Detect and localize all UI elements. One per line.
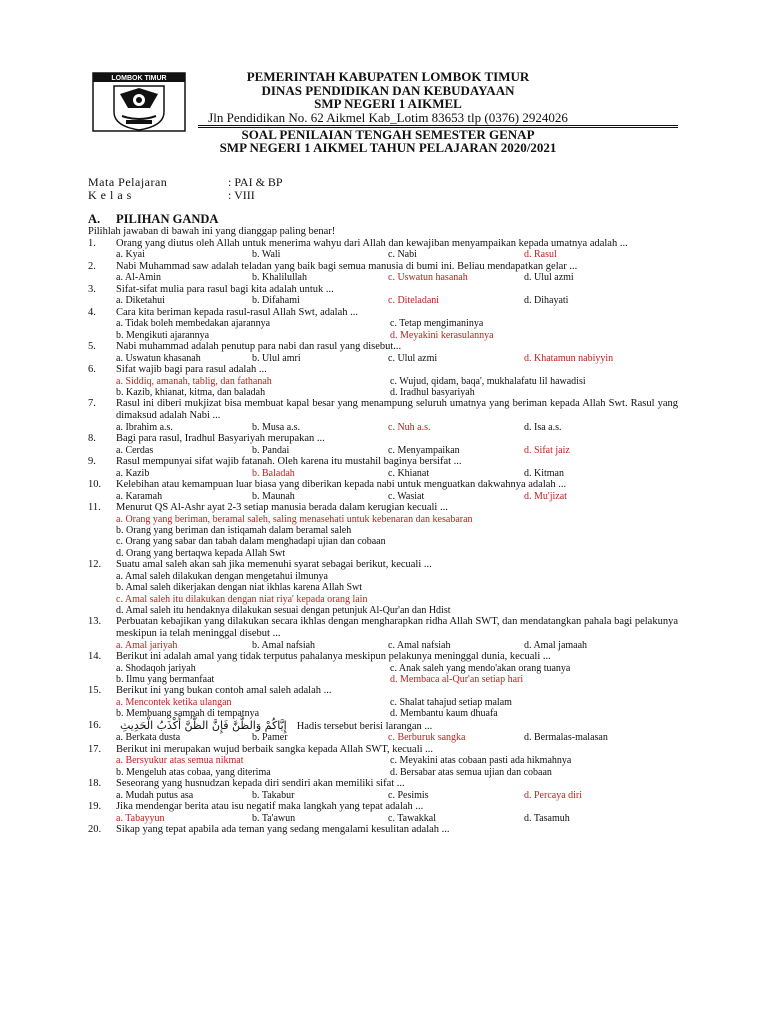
- q-number: 7.: [88, 398, 96, 410]
- option-answer: a. Tabayyun: [116, 812, 165, 824]
- q-number: 16.: [88, 719, 102, 731]
- option: c. Wujud, qidam, baqa', mukhalafatu lil hawadisi: [390, 375, 586, 387]
- q-text: Bagi para rasul, Iradhul Basyariyah merupakan ...: [116, 433, 325, 444]
- logo-text: LOMBOK TIMUR: [111, 75, 167, 83]
- option: a. Karamah: [116, 490, 163, 502]
- option-answer: c. Diteladani: [388, 295, 440, 307]
- question-10: [88, 479, 678, 491]
- q-number: 4.: [88, 306, 96, 318]
- question-11: [88, 502, 678, 514]
- option: b. Ta'awun: [252, 812, 296, 824]
- q-number: 9.: [88, 456, 96, 467]
- option: a. Diketahui: [116, 295, 165, 307]
- option: c. Amal nafsiah: [388, 639, 451, 651]
- q-number: 17.: [88, 743, 102, 755]
- question-7: [88, 398, 678, 421]
- option-answer: d. Percaya diri: [524, 789, 583, 801]
- question-14: [88, 651, 678, 663]
- option: c. Orang yang sabar dan tabah dalam menghadapi ujian dan cobaan: [116, 536, 386, 548]
- q-number: 12.: [88, 559, 102, 571]
- option: d. Orang yang bertaqwa kepada Allah Swt: [116, 547, 286, 559]
- q-text: Orang yang diutus oleh Allah untuk menerima wahyu dari Allah dan kewajiban menyampaikan kepada umatnya adalah ...: [116, 237, 628, 249]
- option-answer: a. Mencontek ketika ulangan: [116, 697, 232, 709]
- option: b. Membuang sampah di tempatnya: [116, 708, 260, 720]
- option: a. Ibrahim a.s.: [116, 421, 173, 433]
- option: a. Kyai: [116, 249, 145, 261]
- exam-title-1: SOAL PENILAIAN TENGAH SEMESTER GENAP: [241, 127, 535, 142]
- section-heading: [88, 212, 678, 226]
- option: d. Kitman: [524, 467, 564, 479]
- question-2: [88, 261, 678, 273]
- question-9: [88, 456, 678, 468]
- q-text: Berikut ini adalah amal yang tidak terputus pahalanya meskipun pelakunya meninggal dunia, kecuali ...: [116, 651, 551, 663]
- q-number: 5.: [88, 341, 96, 352]
- option: a. Al-Amin: [116, 272, 161, 284]
- option-answer: d. Membaca al-Qur'an setiap hari: [390, 674, 524, 686]
- question-12: [88, 559, 678, 571]
- option: a. Kazib: [116, 467, 150, 479]
- question-16: [88, 720, 678, 733]
- subject-value: : PAI & BP: [228, 175, 283, 189]
- option: c. Tawakkal: [388, 812, 436, 824]
- option: a. Amal saleh dilakukan dengan mengetahui ilmunya: [116, 570, 328, 582]
- section-letter: A.: [88, 212, 101, 226]
- options: [88, 813, 678, 824]
- options: [88, 755, 678, 766]
- option: b. Amal nafsiah: [252, 639, 316, 651]
- option-answer: d. Khatamun nabiyyin: [524, 352, 614, 364]
- instruction: Pilihlah jawaban di bawah ini yang dianggap paling benar!: [88, 226, 336, 237]
- option: d. Iradhul basyariyah: [390, 387, 475, 398]
- option: c. Khianat: [388, 467, 430, 479]
- option: a. Shodaqoh jariyah: [116, 662, 196, 674]
- q-number: 6.: [88, 364, 96, 375]
- question-8: [88, 433, 678, 445]
- option: c. Ulul azmi: [388, 352, 438, 364]
- option: d. Amal jamaah: [524, 639, 588, 651]
- question-3: [88, 284, 678, 296]
- q-text: Nabi muhammad adalah penutup para nabi dan rasul yang disebut...: [116, 341, 402, 352]
- option-answer: d. Meyakini kerasulannya: [390, 329, 494, 341]
- class-value: : VIII: [228, 188, 255, 202]
- q-number: 3.: [88, 283, 96, 295]
- option: d. Membantu kaum dhuafa: [390, 708, 498, 720]
- option: c. Pesimis: [388, 789, 429, 801]
- q-number: 20.: [88, 824, 102, 836]
- options: [88, 353, 678, 364]
- dept-title: DINAS PENDIDIKAN DAN KEBUDAYAAN: [261, 82, 515, 98]
- option: b. Ilmu yang bermanfaat: [116, 674, 215, 686]
- question-19: [88, 801, 678, 813]
- option: a. Cerdas: [116, 444, 154, 456]
- q-text: Nabi Muhammad saw adalah teladan yang baik bagi semua manusia di bumi ini. Beliau mendapatkan gelar ...: [116, 260, 578, 272]
- option: b. Mengikuti ajarannya: [116, 329, 210, 341]
- question-1: [88, 238, 678, 250]
- q-text: Kelebihan atau kemampuan luar biasa yang diberikan kepada nabi untuk menguatkan dakwahnya adalah ...: [116, 479, 567, 490]
- option: c. Meyakini atas cobaan pasti ada hikmahnya: [390, 755, 572, 767]
- options: [88, 732, 678, 743]
- q-number: 1.: [88, 237, 96, 249]
- q-text: Hadis tersebut berisi larangan ...: [296, 720, 433, 732]
- letterhead: [98, 70, 678, 124]
- options: [88, 445, 678, 456]
- options: [88, 790, 678, 801]
- option: b. Pandai: [252, 444, 290, 456]
- option-answer: c. Amal saleh itu dilakukan dengan niat riya' kepada orang lain: [116, 593, 368, 605]
- option: b. Difahami: [252, 295, 300, 307]
- question-15: [88, 685, 678, 697]
- option-answer: d. Mu'jizat: [524, 490, 567, 502]
- option: c. Nabi: [388, 249, 417, 261]
- q-number: 15.: [88, 685, 102, 697]
- options: [88, 387, 678, 398]
- exam-meta: [88, 176, 678, 202]
- option-answer: a. Amal jariyah: [116, 639, 178, 651]
- school-title: SMP NEGERI 1 AIKMEL: [314, 96, 462, 111]
- options: [88, 491, 678, 502]
- option: a. Berkata dusta: [116, 732, 181, 744]
- options: [88, 422, 678, 433]
- option: a. Tidak boleh membedakan ajarannya: [116, 318, 271, 330]
- q-text: Suatu amal saleh akan sah jika memenuhi syarat sebagai berikut, kecuali ...: [116, 559, 432, 571]
- q-text: Sikap yang tepat apabila ada teman yang sedang mengalami kesulitan adalah ...: [116, 824, 450, 836]
- option: d. Dihayati: [524, 295, 569, 307]
- option: d. Ulul azmi: [524, 272, 574, 284]
- option-answer: d. Rasul: [524, 249, 557, 261]
- option: b. Khalilullah: [252, 272, 307, 284]
- options: [88, 663, 678, 674]
- school-address: Jln Pendidikan No. 62 Aikmel Kab_Lotim 83653 tlp (0376) 2924026: [208, 109, 568, 125]
- options: [88, 697, 678, 708]
- option: c. Anak saleh yang mendo'akan orang tuanya: [390, 662, 571, 674]
- q-text: Menurut QS Al-Ashr ayat 2-3 setiap manusia berada dalam kerugian kecuali ...: [116, 502, 448, 513]
- option: c. Shalat tahajud setiap malam: [390, 697, 512, 709]
- q-number: 18.: [88, 778, 102, 790]
- question-4: [88, 307, 678, 319]
- question-13: [88, 616, 678, 639]
- question-6: [88, 364, 678, 376]
- option: c. Wasiat: [388, 490, 425, 502]
- question-20: [88, 824, 678, 836]
- option-answer: a. Siddiq, amanah, tablig, dan fathanah: [116, 375, 272, 387]
- option: b. Takabur: [252, 789, 295, 801]
- option: b. Musa a.s.: [252, 421, 301, 433]
- options: [88, 295, 678, 306]
- exam-title-2: SMP NEGERI 1 AIKMEL TAHUN PELAJARAN 2020/2021: [219, 140, 557, 155]
- gov-title: PEMERINTAH KABUPATEN LOMBOK TIMUR: [246, 69, 530, 84]
- option: b. Ulul amri: [252, 352, 301, 364]
- q-number: 19.: [88, 801, 102, 813]
- options: [88, 272, 678, 283]
- options: [88, 767, 678, 778]
- option-answer: c. Nuh a.s.: [388, 421, 431, 433]
- option: d. Bersabar atas semua ujian dan cobaan: [390, 766, 552, 778]
- option-answer: d. Sifat jaiz: [524, 444, 570, 456]
- option-answer: a. Bersyukur atas semua nikmat: [116, 755, 244, 767]
- q-text: Berikut ini merupakan wujud berbaik sangka kepada Allah SWT, kecuali ...: [116, 743, 434, 755]
- option-answer: b. Baladah: [252, 467, 295, 479]
- option: b. Maunah: [252, 490, 295, 502]
- exam-title: [98, 128, 678, 154]
- option: b. Kazib, khianat, kitma, dan baladah: [116, 387, 266, 398]
- option: d. Tasamuh: [524, 812, 570, 824]
- options: [88, 249, 678, 260]
- q-text: Rasul ini diberi mukjizat bisa membuat kapal besar yang menampung seluruh umatnya yang beriman kepada Allah Swt. Rasul yang dimaksud adalah Nabi ...: [116, 398, 678, 421]
- q-text: Rasul mempunyai sifat wajib fatanah. Oleh karena itu mustahil baginya bersifat ...: [116, 456, 462, 467]
- option: a. Mudah putus asa: [116, 789, 194, 801]
- q-text: Cara kita beriman kepada rasul-rasul Allah Swt, adalah ...: [116, 306, 359, 318]
- subject-label: Mata Pelajaran: [88, 175, 168, 189]
- option-answer: a. Orang yang beriman, beramal saleh, saling menasehati untuk kebenaran dan kesabaran: [116, 513, 473, 525]
- option: b. Wali: [252, 249, 281, 261]
- option: a. Uswatun khasanah: [116, 352, 201, 364]
- option: c. Menyampaikan: [388, 444, 460, 456]
- q-text: Sifat wajib bagi para rasul adalah ...: [116, 364, 267, 375]
- q-number: 14.: [88, 651, 102, 663]
- q-text: Perbuatan kebajikan yang dilakukan secara ikhlas dengan mengharapkan ridha Allah SWT, dan mendatangkan pahala bagi pelakunya meskipun ia telah meninggal disebut ...: [116, 616, 678, 640]
- q-text: Sifat-sifat mulia para rasul bagi kita adalah untuk ...: [116, 283, 334, 295]
- question-18: [88, 778, 678, 790]
- option: d. Bermalas-malasan: [524, 732, 608, 744]
- option: b. Orang yang beriman dan istiqamah dalam beramal saleh: [116, 525, 352, 536]
- option: c. Tetap mengimaninya: [390, 318, 484, 330]
- class-label: K e l a s: [88, 188, 132, 202]
- section-title: PILIHAN GANDA: [116, 212, 219, 226]
- option: b. Pamer: [252, 732, 288, 744]
- q-number: 13.: [88, 616, 102, 628]
- options: [88, 376, 678, 387]
- q-number: 10.: [88, 479, 102, 490]
- options: [88, 330, 678, 341]
- option: b. Amal saleh dikerjakan dengan niat ikhlas karena Allah Swt: [116, 582, 363, 594]
- q-text: Seseorang yang husnudzan kepada diri sendiri akan memiliki sifat ...: [116, 778, 405, 790]
- option: d. Amal saleh itu hendaknya dilakukan sesuai dengan petunjuk Al-Qur'an dan Hdist: [116, 605, 451, 617]
- exam-page: [88, 70, 678, 836]
- option: b. Mengeluh atas cobaa, yang diterima: [116, 766, 271, 778]
- q-number: 11.: [88, 502, 101, 513]
- question-17: [88, 744, 678, 756]
- options: [88, 468, 678, 479]
- options: [88, 674, 678, 685]
- arabic-hadith: إِيَّاكُمْ وَالظَّنَّ فَإِنَّ الظَّنَّ أَكْذَبُ الْحَدِيثِ: [120, 718, 287, 732]
- q-text: Jika mendengar berita atau isu negatif maka langkah yang tepat adalah ...: [116, 801, 424, 813]
- option: d. Isa a.s.: [524, 421, 562, 433]
- options: [88, 640, 678, 651]
- q-text: Berikut ini yang bukan contoh amal saleh adalah ...: [116, 685, 332, 697]
- options: [88, 318, 678, 329]
- q-number: 8.: [88, 433, 96, 444]
- question-5: [88, 341, 678, 353]
- option-answer: c. Uswatun hasanah: [388, 272, 468, 284]
- q-number: 2.: [88, 260, 96, 272]
- option-answer: c. Berburuk sangka: [388, 732, 466, 744]
